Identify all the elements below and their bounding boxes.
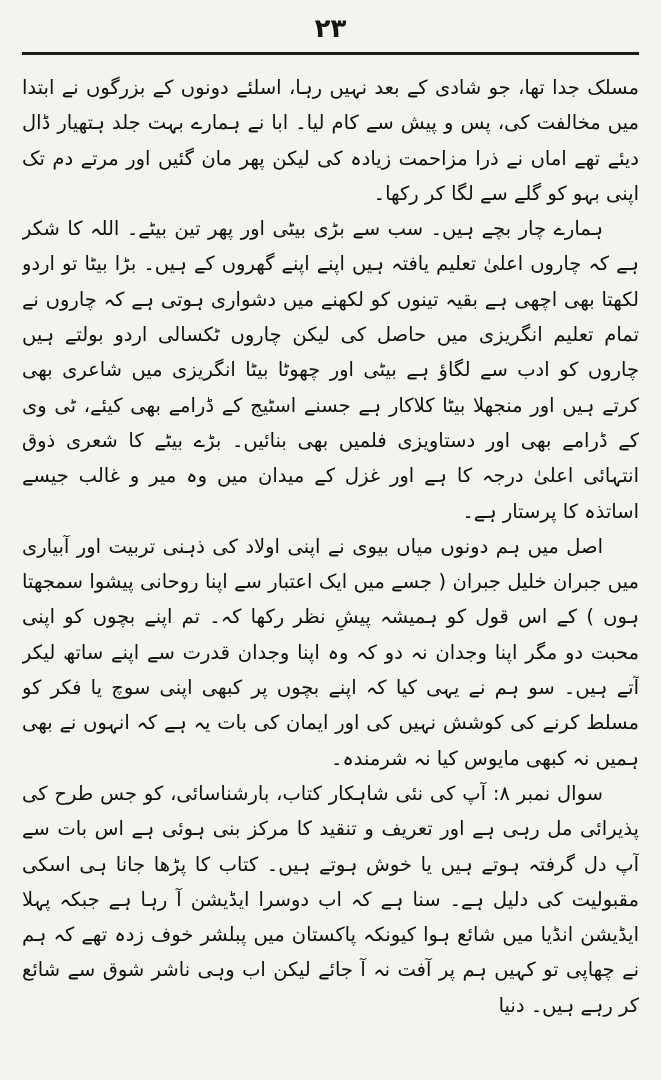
paragraph-3: اصل میں ہم دونوں میاں بیوی نے اپنی اولاد کی ذہنی تربیت اور آبیاری میں جبران خلیل جبران ( جسے میں ایک اعتبار سے اپنا روحانی پیشوا سمجھتا ہوں ) کے اس قول کو ہمیشہ پیشِ نظر رکھا کہ۔ تم اپنے بچوں کو اپنی محبت دو مگر اپنا وجدان نہ دو کہ وہ اپنا وجدان قدرت سے اپنے ساتھ لیکر آتے ہیں۔ سو ہم نے یہی کیا کہ اپنے بچوں پر کبھی اپنی سوچ یا فکر کو مسلط کرنے کی کوشش نہیں کی اور ایمان کی بات یہ ہے کہ انہوں نے بھی ہمیں نہ کبھی مایوس کیا نہ شرمندہ۔ [22, 534, 639, 770]
page-number: ۲۳ [314, 14, 347, 44]
paragraph-1: مسلک جدا تھا، جو شادی کے بعد نہیں رہا، اسلئے دونوں کے بزرگوں نے ابتدا میں مخالفت کی، پس و پیش سے کام لیا۔ ابا نے ہمارے بہت جلد ہتھیار ڈال دیئے تھے اماں نے ذرا مزاحمت زیادہ کی لیکن پھر مان گئیں اور مرتے دم تک اپنی بہو کو گلے سے لگا کر رکھا۔ [22, 76, 639, 205]
page-body [22, 70, 639, 1070]
paragraph-2: ہمارے چار بچے ہیں۔ سب سے بڑی بیٹی اور پھر تین بیٹے۔ اللہ کا شکر ہے کہ چاروں اعلیٰ تعلیم یافتہ ہیں اپنے اپنے گھروں کے ہیں۔ بڑا بیٹا تو اردو لکھتا بھی اچھی ہے بقیہ تینوں کو لکھنے میں دشواری ہوتی ہے کہ چاروں نے تمام تعلیم انگریزی میں حاصل کی لیکن چاروں ٹکسالی اردو بولتے ہیں چاروں کو ادب سے لگاؤ ہے بیٹی اور چھوٹا بیٹا انگریزی میں شاعری بھی کرتے ہیں اور منجھلا بیٹا کلاکار ہے جسنے اسٹیج کے ڈرامے بھی کیئے، ٹی وی کے ڈرامے بھی اور دستاویزی فلمیں بھی بنائیں۔ بڑے بیٹے کا شعری ذوق انتہائی اعلیٰ درجہ کا ہے اور غزل کے میدان میں وہ میر و غالب جیسے اساتذہ کا پرستار ہے۔ [22, 217, 639, 523]
paragraph-4-question-8: سوال نمبر ۸: آپ کی نئی شاہکار کتاب، بارشناسائی، کو جس طرح کی پذیرائی مل رہی ہے اور تعریف و تنقید کا مرکز بنی ہوئی ہے اس بات سے آپ دل گرفتہ ہوتے ہیں یا خوش ہوتے ہیں۔ کتاب کا پڑھا جانا ہی اسکی مقبولیت کی دلیل ہے۔ سنا ہے کہ اب دوسرا ایڈیشن آ رہا ہے جبکہ پہلا ایڈیشن انڈیا میں شائع ہوا کیونکہ پاکستان میں پبلشر خوف زدہ تھے کہ ہم نے چھاپی تو کہیں ہم پر آفت نہ آ جائے لیکن اب وہی ناشر شوق سے شائع کر رہے ہیں۔ دنیا [22, 781, 639, 1017]
header-rule [22, 52, 639, 55]
